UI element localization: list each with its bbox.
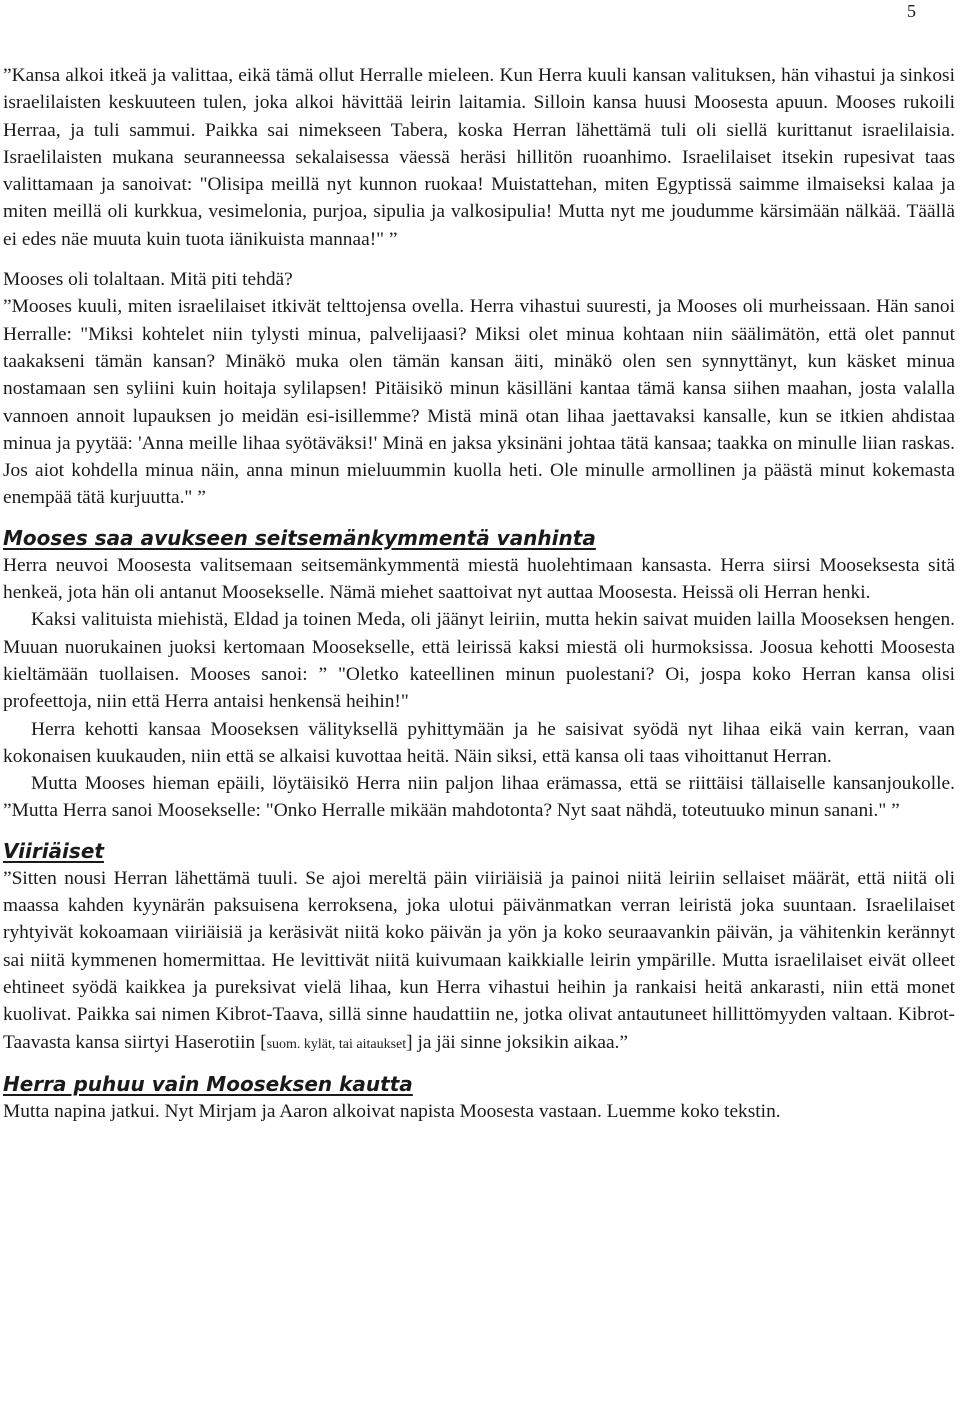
paragraph-herra-kehotti: Herra kehotti kansaa Mooseksen välityksellä pyhittymään ja he saisivat syödä nyt lihaa eikä vain kerran, vaan kokonaisen kuukauden, niin että se alkaisi kuvottaa heitä. Näin siksi, että kansa oli taas vihoittanut Herran. xyxy=(3,718,955,767)
paragraph-napina: Mutta napina jatkui. Nyt Mirjam ja Aaron alkoivat napista Moosesta vastaan. Luemme koko tekstin. xyxy=(3,1100,781,1122)
paragraph-viiriaiset-end: ] ja jäi sinne joksikin aikaa.” xyxy=(406,1031,629,1053)
section-heading-vanhimmat: Mooses saa avukseen seitsemänkymmentä vanhinta xyxy=(3,525,596,550)
paragraph-mooses-kuuli: ”Mooses kuuli, miten israelilaiset itkivät telttojensa ovella. Herra vihastui suuresti, ja Mooses oli murheissaan. Hän sanoi Herralle: "Miksi kohtelet niin tylysti minua, palvelijaasi? Miksi olet minua kohtaan niin säälimätön, että olet pannut taakakseni tämän kansan? Minäkö muka olen tämän kansan äiti, minäkö olen sen synnyttänyt, kun käsket minua nostamaan sen syliini kuin hoitaja sylilapsen! Pitäisikö minun käsilläni kantaa tämä kansa siihen maahan, josta valalla vannoen annoit lupauksen jo meidän esi-isillemme? Mistä minä otan lihaa jaettavaksi kansalle, kun se itkien ahdistaa minua ja pyytää: 'Anna meille lihaa syötäväksi!' Minä en jaksa yksinäni johtaa tätä kansaa; taakka on minulle liian raskas. Jos aiot kohdella minua näin, anna minun mieluummin kuolla heti. Ole minulle armollinen ja päästä minut kokemasta enempää tätä kurjuutta." ” xyxy=(3,296,955,509)
footnote-inline: suom. kylät, tai aitaukset xyxy=(266,1036,407,1052)
page-number: 5 xyxy=(907,1,916,21)
paragraph-herra-neuvoi: Herra neuvoi Moosesta valitsemaan seitsemänkymmentä miestä huolehtimaan kansasta. Herra siirsi Mooseksesta sitä henkeä, jota hän oli antanut Moosekselle. Nämä miehet saattoivat nyt auttaa Moosesta. Heissä oli Herran henki. xyxy=(3,554,955,604)
paragraph-viiriaiset xyxy=(3,865,955,1058)
section-heading-herra-puhuu: Herra puhuu vain Mooseksen kautta xyxy=(3,1071,413,1096)
paragraph-mooses-tolaltaan: Mooses oli tolaltaan. Mitä piti tehdä? xyxy=(3,269,293,291)
paragraph-eldad-meda: Kaksi valituista miehistä, Eldad ja toinen Meda, oli jäänyt leiriin, mutta hekin saivat muiden lailla Mooseksen hengen. Muuan nuorukainen juoksi kertomaan Moosekselle, että leirissä kaksi miestä oli hurmoksissa. Joosua kehotti Moosesta kieltämään tuollaisen. Mooses sanoi: ” "Oletko kateellinen minun puolestani? Oi, jospa koko Herran kansa olisi profeettoja, niin että Herra antaisi henkensä heihin!" xyxy=(3,609,955,713)
paragraph-kansa-valittaa: ”Kansa alkoi itkeä ja valittaa, eikä tämä ollut Herralle mieleen. Kun Herra kuuli kansan valituksen, hän vihastui ja sinkosi israelilaisten keskuuteen tulen, joka alkoi hävittää leirin laitamia. Silloin kansa huusi Moosesta apuun. Mooses rukoili Herraa, ja tuli sammui. Paikka sai nimekseen Tabera, koska Herran lähettämä tuli oli siellä kurittanut israelilaisia. Israelilaisten mukana seuranneessa sekalaisessa väessä heräsi hillitön ruoanhimo. Israelilaiset itsekin rupesivat taas valittamaan ja sanoivat: "Olisipa meillä nyt kunnon ruokaa! Muistattehan, miten Egyptissä saimme ilmaiseksi kalaa ja miten meillä oli kurkkua, vesimelonia, purjoa, sipulia ja valkosipulia! Mutta nyt me joudumme kärsimään nälkää. Täällä ei edes näe muuta kuin tuota iänikuista mannaa!" ” xyxy=(3,65,955,250)
document-body xyxy=(3,62,955,1125)
paragraph-mooses-epaili: Mutta Mooses hieman epäili, löytäisikö Herra niin paljon lihaa erämassa, että se riittäisi tällaiselle kansanjoukolle. ”Mutta Herra sanoi Moosekselle: "Onko Herralle mikään mahdotonta? Nyt saat nähdä, toteutuuko minun sanani." ” xyxy=(3,773,955,822)
paragraph-viiriaiset-text: ”Sitten nousi Herran lähettämä tuuli. Se ajoi mereltä päin viiriäisiä ja painoi niitä leiriin sellaiset määrät, että niitä oli maassa kahden kyynärän paksuisena kerroksena, joka ulotui päivänmatkan verran leiristä joka suuntaan. Israelilaiset ryhtyivät kokoamaan viiriäisiä ja keräsivät niitä koko päivän ja yön ja koko seuraavankin päivän, ja vähitenkin kerännyt sai niitä kymmenen homermittaa. He levittivät niitä kuivumaan kaikkialle leirin ympärille. Mutta israelilaiset eivät olleet ehtineet syödä kaikkea ja pureksivat vielä lihaa, kun Herra vihastui heihin ja rankaisi heitä ankarasti, niin että monet kuolivat. Paikka sai nimen Kibrot-Taava, sillä sinne haudattiin ne, jotka olivat antautuneet hillittömyyden valtaan. Kibrot-Taavasta kansa siirtyi Haserotiin [ xyxy=(3,867,955,1053)
section-heading-viiriaiset: Viiriäiset xyxy=(3,838,104,863)
